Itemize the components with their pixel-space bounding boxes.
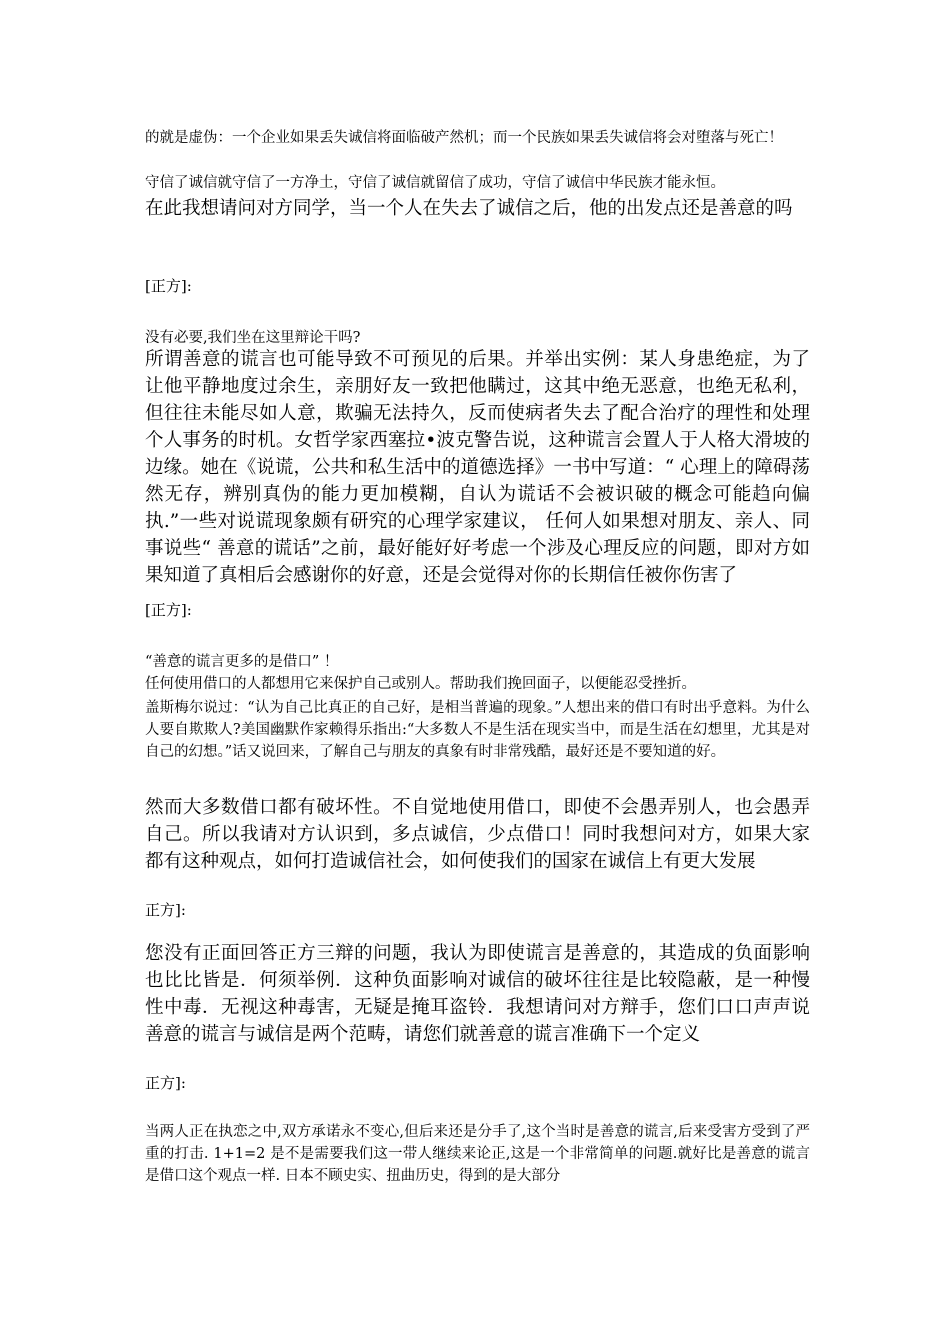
paragraph-keep-faith: 守信了诚信就守信了一方净土，守信了诚信就留信了成功，守信了诚信中华民族才能永恒。 — [145, 175, 725, 191]
speaker-label-1: [正方]: — [145, 277, 192, 295]
speaker-label-2: [正方]: — [145, 601, 192, 619]
paragraph-love-example: 当两人正在执恋之中,双方承诺永不变心,但后来还是分手了,这个当时是善意的谎言,后来受害方受到了严重的打击. 1+1=2 是不是需要我们这一带人继续来论正,这是一个非常简单的问题.就好比是善意的谎言是借口这个观点一样. 日本不顾史实、扭曲历史，得到的是大部分 — [145, 1124, 810, 1184]
speaker-label-4: 正方]: — [145, 1074, 186, 1092]
speaker-label-3: 正方]: — [145, 901, 186, 919]
paragraph-excuse-claim: “善意的谎言更多的是借口” ！ — [145, 654, 339, 670]
paragraph-integrity-loss: 的就是虚伪：一个企业如果丢失诚信将面临破产然机；而一个民族如果丢失诚信将会对堕落与死亡！ — [145, 130, 783, 146]
paragraph-self-deception: 盖斯梅尔说过：“认为自己比真正的自己好，是相当普遍的现象。”人想出来的借口有时出乎意料。为什么人要自欺欺人?美国幽默作家赖得乐指出:“大多数人不是生活在现实当中，而是生活在幻想里，尤其是对自己的幻想。”话又说回来，了解自己与朋友的真象有时非常残酷，最好还是不要知道的好。 — [145, 700, 810, 760]
paragraph-no-need: 没有必要,我们坐在这里辩论干吗? — [145, 330, 361, 346]
paragraph-negative-impact: 您没有正面回答正方三辩的问题，我认为即使谎言是善意的，其造成的负面影响也比比皆是．何须举例．这种负面影响对诚信的破坏往往是比较隐蔽，是一种慢性中毒．无视这种毒害，无疑是掩耳盗铃．我想请问对方辩手，您们口口声声说善意的谎言与诚信是两个范畴，请您们就善意的谎言准确下一个定义 — [145, 943, 810, 1045]
paragraph-excuses-destructive: 然而大多数借口都有破坏性。不自觉地使用借口，即使不会愚弄别人，也会愚弄自己。所以我请对方认识到，多点诚信，少点借口！同时我想问对方，如果大家都有这种观点，如何打造诚信社会，如何使我们的国家在诚信上有更大发展 — [145, 797, 810, 872]
paragraph-question-opponent: 在此我想请问对方同学，当一个人在失去了诚信之后，他的出发点还是善意的吗 — [145, 198, 793, 219]
paragraph-excuse-purpose: 任何使用借口的人都想用它来保护自己或别人。帮助我们挽回面子，以便能忍受挫折。 — [145, 676, 696, 692]
paragraph-white-lie-consequences: 所谓善意的谎言也可能导致不可预见的后果。并举出实例：某人身患绝症，为了让他平静地度过余生，亲朋好友一致把他瞒过，这其中绝无恶意，也绝无私利，但往往未能尽如人意，欺骗无法持久，反而使病者失去了配合治疗的理性和处理个人事务的时机。女哲学家西塞拉•波克警告说，这种谎言会置人于人格大滑坡的边缘。她在《说谎，公共和私生活中的道德选择》一书中写道：“ 心理上的障碍荡然无存，辨别真伪的能力更加模糊，自认为谎话不会被识破的概念可能趋向偏执.”一些对说谎现象颇有研究的心理学家建议， 任何人如果想对朋友、亲人、同事说些“ 善意的谎话”之前，最好能好好考虑一个涉及心理反应的问题，即对方如果知道了真相后会感谢你的好意，还是会觉得对你的长期信任被你伤害了 — [145, 349, 810, 586]
